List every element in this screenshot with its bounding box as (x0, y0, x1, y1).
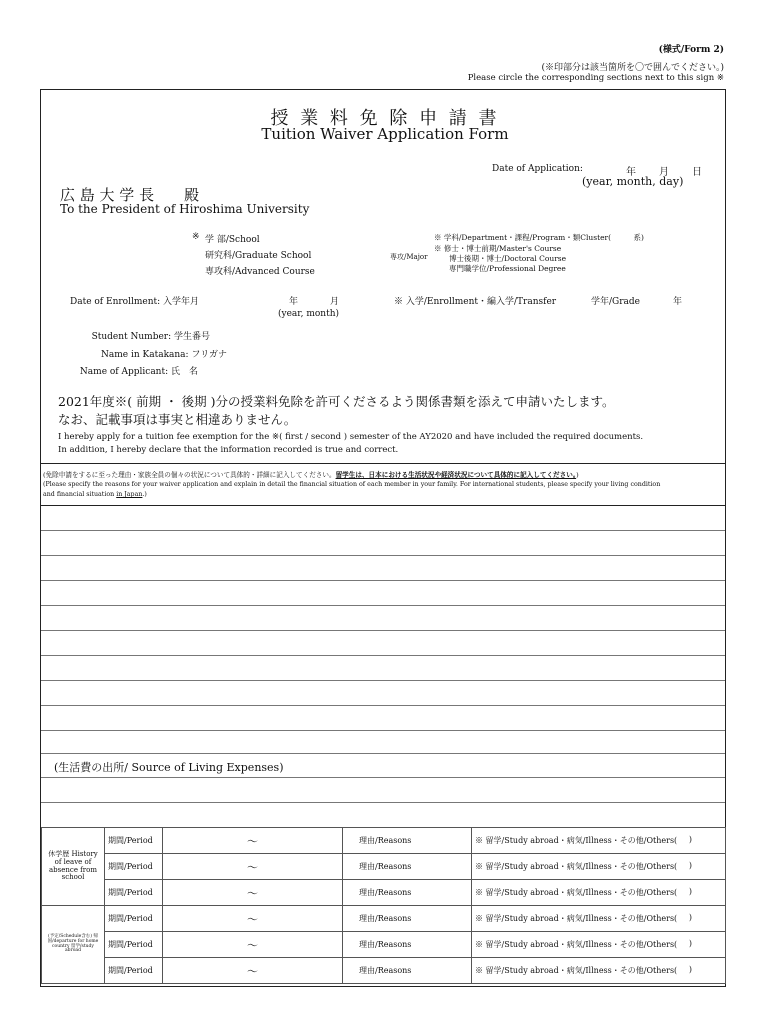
reasons-en-suffix: .) (142, 491, 147, 498)
reason-options-text: ※ 留学/Study abroad・病気/Illness・その他/Others( (475, 966, 678, 975)
table-row (42, 880, 726, 906)
reason-options[interactable] (472, 958, 726, 984)
writing-line[interactable] (41, 705, 725, 706)
enrollment-label: Date of Enrollment: 入学年月 (70, 297, 200, 307)
reasons-en-prefix: and financial situation (43, 491, 117, 498)
reason-options[interactable] (472, 932, 726, 958)
student-number-label: Student Number: 学生番号 (91, 332, 210, 342)
application-date-format: (year, month, day) (582, 175, 684, 188)
reason-options[interactable] (472, 880, 726, 906)
reason-options[interactable] (472, 906, 726, 932)
reasons-instruction-en-2 (43, 491, 147, 498)
table-row (42, 906, 726, 932)
declaration-en-1: I hereby apply for a tuition fee exemption for the ※( first / second ) semester of the AY2020 and have included the required documents. (58, 432, 644, 442)
writing-line[interactable] (41, 580, 725, 581)
reasons-en-underlined: in Japan (116, 491, 143, 498)
applicant-name-label: Name of Applicant: 氏 名 (79, 367, 198, 377)
enrollment-type: ※ 入学/Enrollment・編入学/Transfer (394, 297, 557, 307)
period-label: 期間/Period (105, 828, 163, 854)
reason-label: 理由/Reasons (343, 958, 472, 984)
period-input[interactable]: 〜 (163, 906, 343, 932)
table-row (42, 828, 726, 854)
reason-close: ) (688, 913, 692, 922)
masters-option: ※ 修士・博士前期/Master's Course (434, 244, 562, 253)
professional-option: 専門職学位/Professional Degree (449, 264, 566, 273)
writing-line[interactable] (41, 730, 725, 731)
reason-close: ) (688, 939, 692, 948)
reason-close: ) (688, 861, 692, 870)
table-row (42, 854, 726, 880)
school-option: 学 部/School (205, 235, 260, 245)
table-row (42, 958, 726, 984)
enrollment-year: 年 (289, 297, 299, 307)
reason-options[interactable] (472, 828, 726, 854)
period-input[interactable]: 〜 (163, 854, 343, 880)
reason-label: 理由/Reasons (343, 880, 472, 906)
writing-line[interactable] (41, 753, 725, 754)
form-number: (様式/Form 2) (658, 45, 724, 55)
application-date-label: Date of Application: (492, 164, 583, 174)
period-label: 期間/Period (105, 854, 163, 880)
enrollment-month: 月 (330, 297, 340, 307)
doctoral-option: 博士後期・博士/Doctoral Course (449, 254, 567, 263)
reasons-ja-bold: 留学生は、日本における生活状況や経済状況について具体的に記入してください。 (335, 471, 577, 479)
writing-line[interactable] (41, 777, 725, 778)
period-label: 期間/Period (105, 880, 163, 906)
reason-options-text: ※ 留学/Study abroad・病気/Illness・その他/Others( (475, 888, 678, 897)
reasons-instruction-ja (43, 469, 579, 479)
period-label: 期間/Period (105, 906, 163, 932)
addressee-ja: 広 島 大 学 長 殿 (60, 186, 200, 204)
writing-line[interactable] (41, 802, 725, 803)
page-title: 授 業 料 免 除 申 請 書 (270, 108, 500, 129)
reason-close: ) (688, 835, 692, 844)
reason-options-text: ※ 留学/Study abroad・病気/Illness・その他/Others( (475, 940, 678, 949)
abroad-history-header: (予定/Schedule含む) 帰国/departure for home country 留学/study abroad (42, 906, 105, 984)
writing-line[interactable] (41, 555, 725, 556)
section-divider (41, 463, 725, 464)
application-date-day: 日 (692, 167, 702, 178)
reasons-instruction-en-1: (Please specify the reasons for your waiver application and explain in detail the financial situation of each member in your family. For international students, please specify your living condition (43, 481, 661, 488)
writing-line[interactable] (41, 530, 725, 531)
circle-note-ja: (※印部分は該当箇所を〇で囲んでください。) (541, 63, 724, 73)
reasons-ja-prefix: (免除申請をするに至った理由・家族全員の個々の状況について具体的・詳細に記入してください。 (43, 471, 336, 479)
reason-options[interactable] (472, 854, 726, 880)
advanced-option: 専攻科/Advanced Course (205, 267, 315, 277)
period-label: 期間/Period (105, 932, 163, 958)
reason-close: ) (688, 887, 692, 896)
declaration-ja-2: なお、記載事項は事実と相違ありません。 (58, 412, 297, 427)
application-date-year: 年 (626, 167, 636, 178)
period-input[interactable]: 〜 (163, 828, 343, 854)
reasons-ja-suffix: ) (576, 471, 579, 479)
declaration-ja-1: 2021年度※( 前期 ・ 後期 )分の授業料免除を許可くださるよう関係書類を添えて申請いたします。 (58, 394, 615, 409)
katakana-label: Name in Katakana: フリガナ (101, 350, 227, 360)
living-expenses-label: (生活費の出所/ Source of Living Expenses) (54, 761, 284, 774)
reason-close: ) (688, 965, 692, 974)
writing-line[interactable] (41, 655, 725, 656)
department-option: ※ 学科/Department・課程/Program・類Cluster( 系) (434, 233, 644, 242)
school-mark: ※ (192, 232, 200, 242)
reason-options-text: ※ 留学/Study abroad・病気/Illness・その他/Others( (475, 836, 678, 845)
writing-line[interactable] (41, 630, 725, 631)
reason-label: 理由/Reasons (343, 932, 472, 958)
reason-options-text: ※ 留学/Study abroad・病気/Illness・その他/Others( (475, 862, 678, 871)
grade-label: 学年/Grade (591, 297, 640, 307)
major-label: 専攻/Major (390, 253, 428, 261)
reason-label: 理由/Reasons (343, 854, 472, 880)
enrollment-format: (year, month) (278, 309, 339, 319)
reason-label: 理由/Reasons (343, 828, 472, 854)
writing-line[interactable] (41, 680, 725, 681)
abroad-history-table (41, 905, 726, 984)
writing-line[interactable] (41, 505, 725, 506)
graduate-option: 研究科/Graduate School (205, 251, 312, 261)
reason-options-text: ※ 留学/Study abroad・病気/Illness・その他/Others( (475, 914, 678, 923)
leave-history-table (41, 827, 726, 906)
table-row (42, 932, 726, 958)
page-title-en: Tuition Waiver Application Form (261, 125, 509, 143)
writing-line[interactable] (41, 605, 725, 606)
circle-note-en: Please circle the corresponding sections next to this sign ※ (467, 73, 724, 83)
leave-history-header: 休学歴 History of leave of absence from school (42, 828, 105, 906)
addressee-en: To the President of Hiroshima University (60, 202, 310, 216)
reason-label: 理由/Reasons (343, 906, 472, 932)
period-input[interactable]: 〜 (163, 958, 343, 984)
period-input[interactable]: 〜 (163, 932, 343, 958)
grade-unit: 年 (673, 297, 683, 307)
declaration-en-2: In addition, I hereby declare that the information recorded is true and correct. (58, 445, 399, 455)
period-input[interactable]: 〜 (163, 880, 343, 906)
application-date-month: 月 (659, 167, 669, 178)
period-label: 期間/Period (105, 958, 163, 984)
